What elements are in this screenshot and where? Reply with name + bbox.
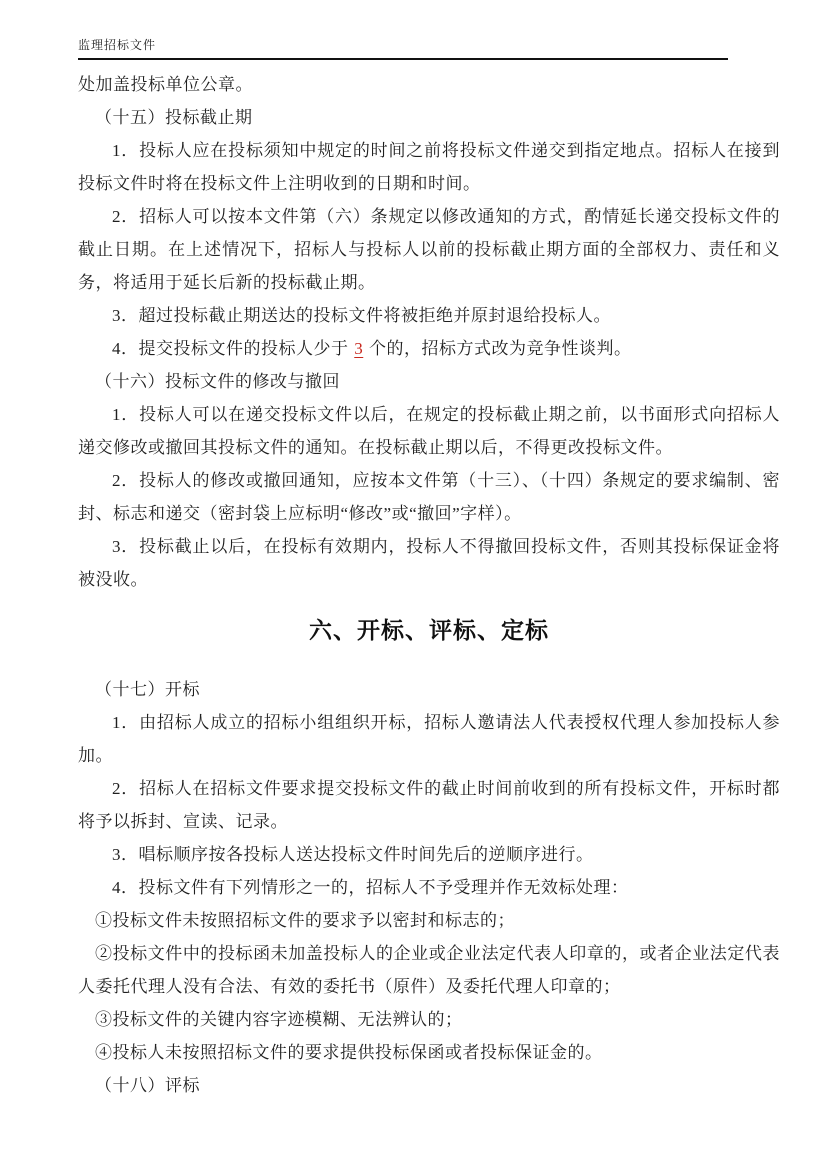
- paragraph: 3．投标截止以后，在投标有效期内，投标人不得撤回投标文件，否则其投标保证金将被没收。: [78, 537, 780, 589]
- clause-heading: （十六）投标文件的修改与撤回: [95, 372, 340, 391]
- paragraph: 2．投标人的修改或撤回通知，应按本文件第（十三）、（十四）条规定的要求编制、密封、标志和递交（密封袋上应标明“修改”或“撤回”字样）。: [78, 471, 780, 523]
- paragraph: 1．投标人应在投标须知中规定的时间之前将投标文件递交到指定地点。招标人在接到投标文件时将在投标文件上注明收到的日期和时间。: [78, 141, 780, 193]
- list-item: ④投标人未按照招标文件的要求提供投标保函或者投标保证金的。: [95, 1043, 603, 1062]
- paragraph: 处加盖投标单位公章。: [78, 75, 253, 94]
- document-body: [78, 68, 780, 1102]
- section-heading: 六、开标、评标、定标: [309, 617, 549, 643]
- paragraph-suffix: 个的，招标方式改为竞争性谈判。: [364, 339, 632, 358]
- clause-heading: （十五）投标截止期: [95, 108, 253, 127]
- paragraph: 2．招标人在招标文件要求提交投标文件的截止时间前收到的所有投标文件，开标时都将予以拆封、宣读、记录。: [78, 779, 780, 831]
- page-header: [78, 34, 728, 60]
- clause-heading: （十七）开标: [95, 680, 200, 699]
- list-item: ③投标文件的关键内容字迹模糊、无法辨认的；: [95, 1010, 463, 1029]
- page-header-title: 监理招标文件: [78, 38, 157, 52]
- paragraph: 3．唱标顺序按各投标人送达投标文件时间先后的逆顺序进行。: [112, 845, 594, 864]
- paragraph: [78, 332, 780, 365]
- paragraph: 1．投标人可以在递交投标文件以后，在规定的投标截止期之前，以书面形式向招标人递交修改或撤回其投标文件的通知。在投标截止期以后，不得更改投标文件。: [78, 405, 780, 457]
- paragraph: 3．超过投标截止期送达的投标文件将被拒绝并原封退给投标人。: [112, 306, 611, 325]
- paragraph-prefix: 4．提交投标文件的投标人少于: [112, 339, 354, 358]
- paragraph: 2．招标人可以按本文件第（六）条规定以修改通知的方式，酌情延长递交投标文件的截止日期。在上述情况下，招标人与投标人以前的投标截止期方面的全部权力、责任和义务，将适用于延长后新的投标截止期。: [78, 207, 780, 292]
- clause-heading: （十八）评标: [95, 1076, 200, 1095]
- paragraph: 4．投标文件有下列情形之一的，招标人不予受理并作无效标处理：: [112, 878, 629, 897]
- paragraph: 1．由招标人成立的招标小组组织开标，招标人邀请法人代表授权代理人参加投标人参加。: [78, 713, 780, 765]
- list-item: ①投标文件未按照招标文件的要求予以密封和标志的；: [95, 911, 515, 930]
- list-item: ②投标文件中的投标函未加盖投标人的企业或企业法定代表人印章的，或者企业法定代表人委托代理人没有合法、有效的委托书（原件）及委托代理人印章的；: [78, 944, 780, 996]
- bidder-count-value: 3: [354, 339, 364, 358]
